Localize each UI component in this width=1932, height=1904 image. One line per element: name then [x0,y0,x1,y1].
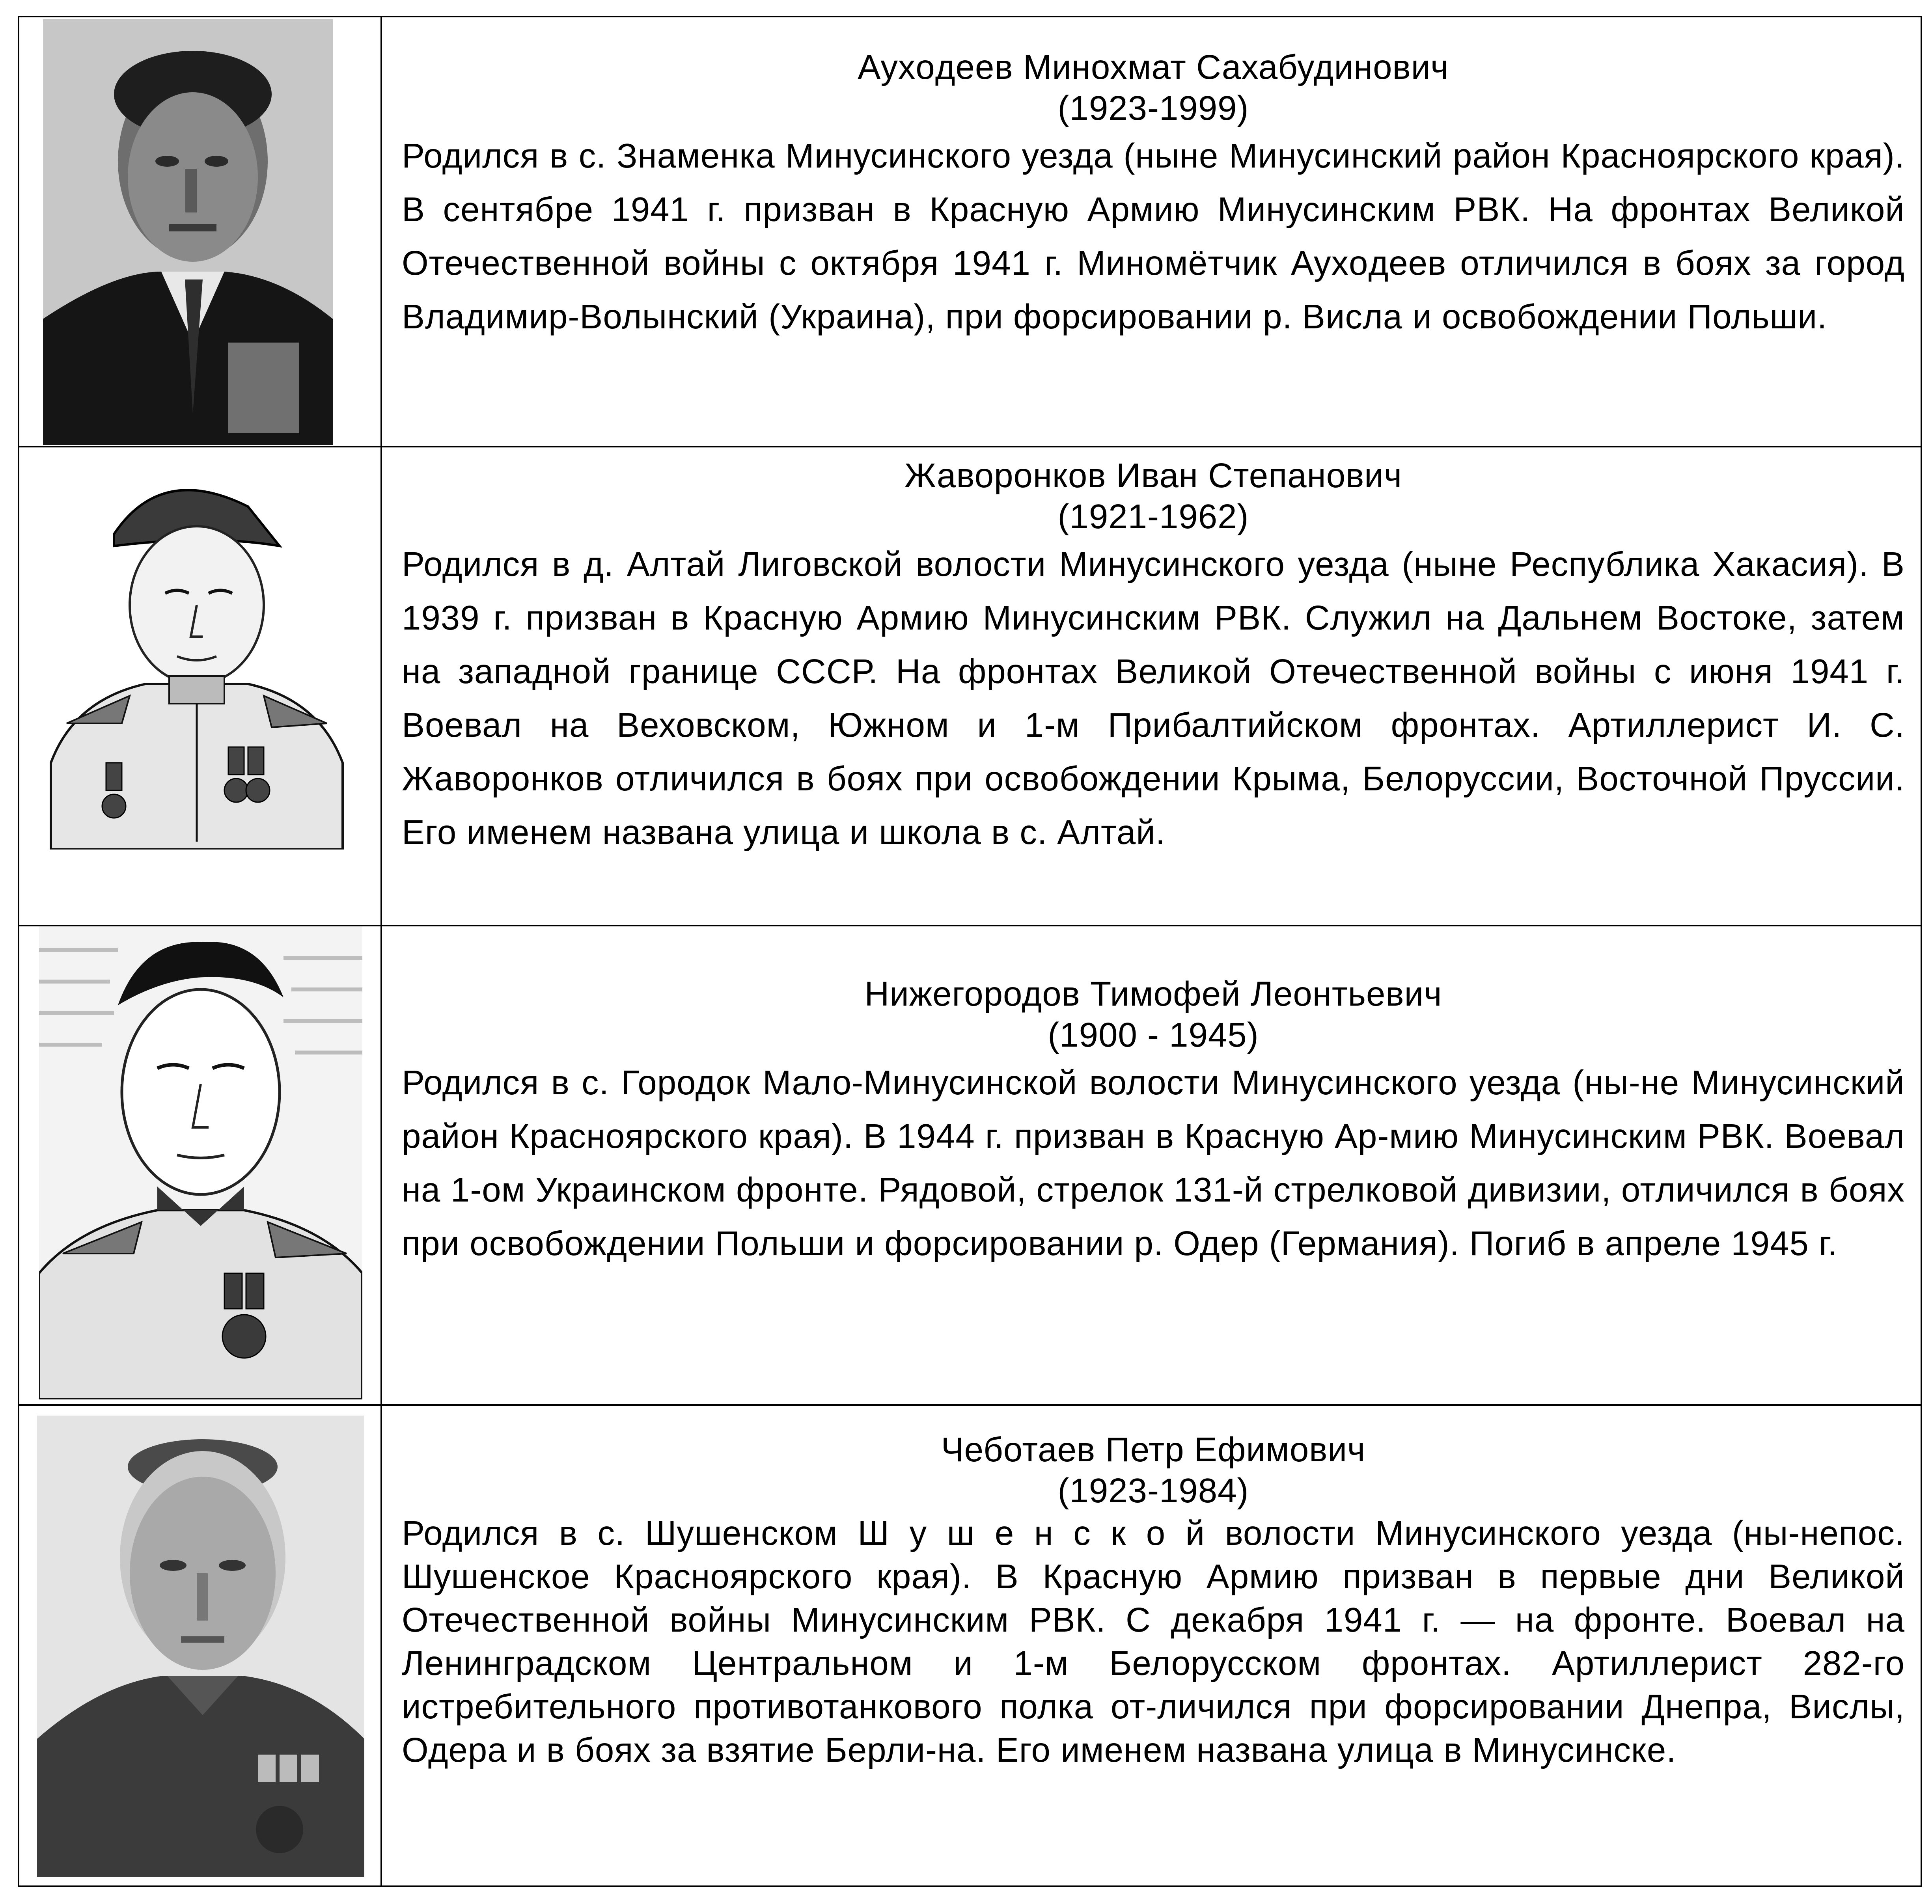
portrait-photo-4 [37,1416,364,1877]
text-cell-4 [382,1406,1921,1885]
person-bio-4: Родился в с. Шушенском Ш у ш е н с к о й волости Минусинского уезда (ны-непос. Шушенское Красноярского края). В Красную Армию призван в первые дни Великой Отечественной войны Минусинским РВК. С декабря 1941 г. — на фронте. Воевал на Ленинградском Центральном и 1-м Белорусском фронтах. Артиллерист 282-го истребительного противотанкового полка от-личился при форсировании Днепра, Вислы, Одера и в боях за взятие Берли-на. Его именем названа улица в Минусинске. [402,1514,1905,1769]
portrait-cell-3 [19,926,382,1404]
person-years-4: (1923-1984) [1057,1472,1249,1510]
text-cell-3 [382,926,1921,1404]
person-name-3: Нижегородов Тимофей Леонтьевич [864,975,1442,1013]
person-bio-3: Родился в с. Городок Мало-Минусинской волости Минусинского уезда (ны-не Минусинский район Красноярского края). В 1944 г. призван в Красную Ар-мию Минусинским РВК. Воевал на 1-ом Украинском фронте. Рядовой, стрелок 131-й стрелковой дивизии, отличился в боях при освобождении Польши и форсировании р. Одер (Германия). Погиб в апреле 1945 г. [402,1063,1905,1263]
portrait-cell-4 [19,1406,382,1885]
portrait-photo-1 [43,19,333,445]
entry-row-2 [18,446,1922,926]
portrait-cell-1 [19,17,382,446]
text-cell-2 [382,447,1921,925]
entry-row-3 [18,925,1922,1406]
person-bio-1: Родился в с. Знаменка Минусинского уезда (ныне Минусинский район Красноярского края). В сентябре 1941 г. призван в Красную Армию Минусинским РВК. На фронтах Великой Отечественной войны с октября 1941 г. Миномётчик Аухoдеев отличился в боях за город Владимир-Волынский (Украина), при форсировании р. Висла и освобождении Польши. [402,136,1905,336]
portrait-drawing-3 [39,926,362,1399]
person-years-1: (1923-1999) [1057,89,1249,128]
entry-row-1 [18,16,1922,447]
portrait-cell-2 [19,447,382,925]
person-bio-2: Родился в д. Алтай Лиговской волости Минусинского уезда (ныне Республика Хакасия). В 1939 г. призван в Красную Армию Минусинским РВК. Служил на Дальнем Востоке, затем на западной границе СССР. На фронтах Великой Отечественной войны с июня 1941 г. Воевал на Веховском, Южном и 1-м Прибалтийском фронтах. Артиллерист И. С. Жаворонков отличился в боях при освобождении Крыма, Белоруссии, Восточной Пруссии. Его именем названа улица и школа в с. Алтай. [402,545,1905,851]
person-name-2: Жаворонков Иван Степанович [904,456,1402,495]
person-years-2: (1921-1962) [1057,497,1249,536]
person-name-4: Чеботаев Петр Ефимович [941,1431,1366,1469]
entry-row-4 [18,1404,1922,1887]
text-cell-1 [382,17,1921,446]
portrait-drawing-2 [43,455,351,850]
person-name-1: Аухoдеев Минохмат Сахабудинович [858,48,1449,86]
person-years-3: (1900 - 1945) [1048,1016,1259,1054]
